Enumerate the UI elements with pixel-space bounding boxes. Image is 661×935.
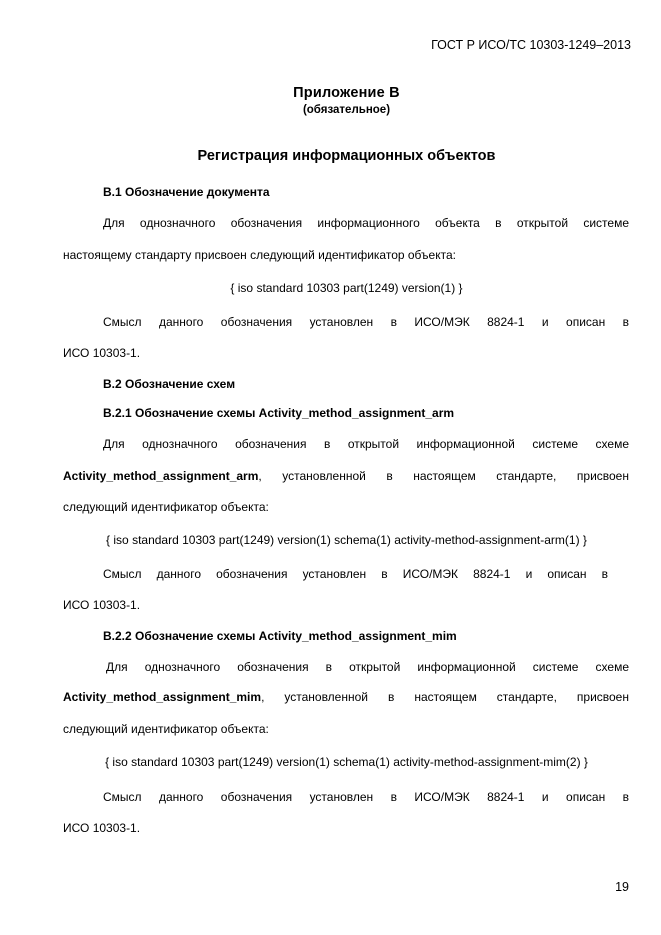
heading-b21: В.2.1 Обозначение схемы Activity_method_assignment_arm bbox=[103, 406, 455, 420]
b22-paragraph-line2-rest: , установленной в настоящем стандарте, присвоен bbox=[261, 690, 629, 704]
b21-paragraph-line3: следующий идентификатор объекта: bbox=[63, 500, 269, 514]
schema-name-mim: Activity_method_assignment_mim bbox=[63, 690, 262, 704]
b1-identifier: { iso standard 10303 part(1249) version(1) } bbox=[230, 281, 463, 295]
b1-meaning-line1: Смысл данного обозначения установлен в ИСО/МЭК 8824-1 и описан в bbox=[103, 315, 629, 329]
b22-paragraph-line3: следующий идентификатор объекта: bbox=[63, 722, 269, 736]
appendix-subtitle: (обязательное) bbox=[302, 104, 391, 116]
heading-b22: В.2.2 Обозначение схемы Activity_method_assignment_mim bbox=[103, 629, 457, 643]
b21-meaning-line1: Смысл данного обозначения установлен в ИСО/МЭК 8824-1 и описан в bbox=[103, 567, 608, 581]
b21-paragraph-line2 bbox=[63, 469, 629, 483]
b1-paragraph-line2: настоящему стандарту присвоен следующий идентификатор объекта: bbox=[63, 248, 456, 262]
b1-paragraph-line1: Для однозначного обозначения информационного объекта в открытой системе bbox=[103, 216, 629, 230]
heading-b2: В.2 Обозначение схем bbox=[103, 377, 236, 391]
appendix-title: Приложение В bbox=[293, 85, 400, 101]
section-title: Регистрация информационных объектов bbox=[197, 148, 496, 164]
document-header: ГОСТ Р ИСО/ТС 10303-1249–2013 bbox=[431, 38, 631, 52]
b21-identifier: { iso standard 10303 part(1249) version(1) schema(1) activity-method-assignment-arm(1) } bbox=[106, 533, 587, 547]
schema-name-arm: Activity_method_assignment_arm bbox=[63, 469, 259, 483]
b22-paragraph-line2 bbox=[63, 690, 629, 704]
b22-meaning-line1: Смысл данного обозначения установлен в ИСО/МЭК 8824-1 и описан в bbox=[103, 790, 629, 804]
b22-paragraph-line1: Для однозначного обозначения в открытой информационной системе схеме bbox=[106, 660, 629, 674]
b22-meaning-line2: ИСО 10303-1. bbox=[63, 821, 141, 835]
page-number: 19 bbox=[615, 880, 629, 894]
b21-paragraph-line2-rest: , установленной в настоящем стандарте, присвоен bbox=[258, 469, 629, 483]
b21-meaning-line2: ИСО 10303-1. bbox=[63, 598, 141, 612]
b22-identifier: { iso standard 10303 part(1249) version(1) schema(1) activity-method-assignment-mim(2) } bbox=[105, 755, 588, 769]
b1-meaning-line2: ИСО 10303-1. bbox=[63, 346, 141, 360]
b21-paragraph-line1: Для однозначного обозначения в открытой информационной системе схеме bbox=[103, 437, 629, 451]
heading-b1: В.1 Обозначение документа bbox=[103, 185, 270, 199]
